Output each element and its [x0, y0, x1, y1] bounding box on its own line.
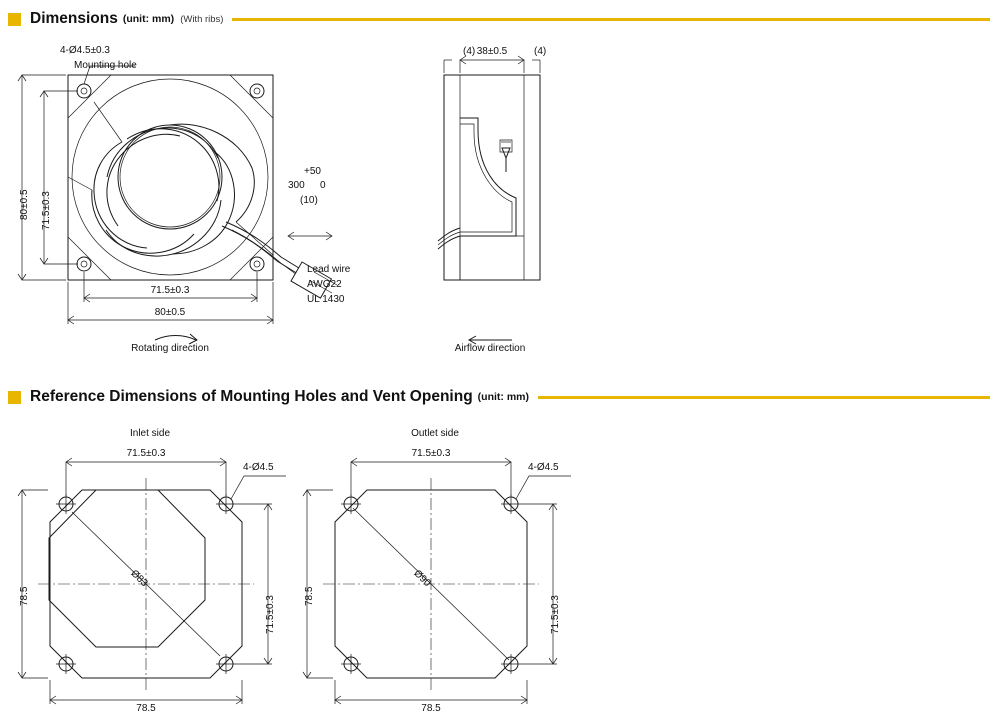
- inlet-right-dim: 71.5±0.3: [265, 595, 276, 634]
- outlet-left-dim: 78.5: [304, 586, 315, 606]
- lead-paren-dim: (10): [300, 195, 318, 206]
- side-view-svg: [400, 40, 630, 360]
- front-width-outer-dim: 80±0.5: [154, 307, 186, 318]
- lead-wire-gauge: AWG22: [307, 279, 342, 290]
- section-header-dimensions: [8, 10, 990, 28]
- outlet-hole-callout: 4-Ø4.5: [528, 462, 559, 473]
- outlet-bottom-dim: 78.5: [421, 703, 441, 714]
- section-header-reference: [8, 388, 990, 406]
- outlet-side-title: Outlet side: [411, 428, 459, 439]
- side-depth-dim: 38±0.5: [476, 46, 508, 57]
- mounting-hole-callout: 4-Ø4.5±0.3: [60, 45, 110, 56]
- inlet-top-dim: 71.5±0.3: [126, 448, 166, 459]
- lead-wire-title: Lead wire: [307, 264, 351, 275]
- section-title-2: Reference Dimensions of Mounting Holes and Vent Opening: [30, 388, 473, 405]
- inlet-bottom-dim: 78.5: [136, 703, 156, 714]
- front-height-outer-dim: 80±0.5: [19, 189, 30, 220]
- inlet-side-drawing: [0, 420, 300, 714]
- inlet-diameter-label: Ø83: [128, 568, 150, 590]
- inlet-side-title: Inlet side: [129, 428, 171, 439]
- side-rib-right-dim: (4): [534, 46, 547, 57]
- front-height-inner-dim: 71.5±0.3: [41, 191, 52, 230]
- rotating-direction-label: Rotating direction: [131, 343, 209, 354]
- section-unit: (unit: mm): [122, 13, 175, 25]
- mounting-hole-label: Mounting hole: [74, 60, 137, 71]
- inlet-left-dim: 78.5: [19, 586, 30, 606]
- side-view-drawing: [400, 40, 630, 360]
- section-unit-2: (unit: mm): [477, 391, 529, 403]
- lead-length-dim: 300: [288, 180, 305, 191]
- airflow-direction-label: Airflow direction: [454, 343, 526, 354]
- lead-wire-spec: UL 1430: [307, 294, 345, 305]
- accent-square-icon-2: [8, 391, 21, 404]
- section-rule: [232, 18, 990, 21]
- lead-tolerance-plus: +50: [304, 166, 321, 177]
- lead-tolerance-minus: 0: [320, 180, 326, 191]
- outlet-side-drawing: [285, 420, 585, 714]
- inlet-hole-callout: 4-Ø4.5: [243, 462, 274, 473]
- front-width-inner-dim: 71.5±0.3: [150, 285, 190, 296]
- side-rib-left-dim: (4): [463, 46, 476, 57]
- outlet-top-dim: 71.5±0.3: [411, 448, 451, 459]
- front-view-drawing: [0, 40, 400, 360]
- outlet-diameter-label: Ø90: [411, 568, 433, 590]
- accent-square-icon: [8, 13, 21, 26]
- section-title: Dimensions: [30, 10, 118, 27]
- section-subnote: (With ribs): [180, 13, 224, 25]
- outlet-right-dim: 71.5±0.3: [550, 595, 561, 634]
- section-rule-2: [538, 396, 990, 399]
